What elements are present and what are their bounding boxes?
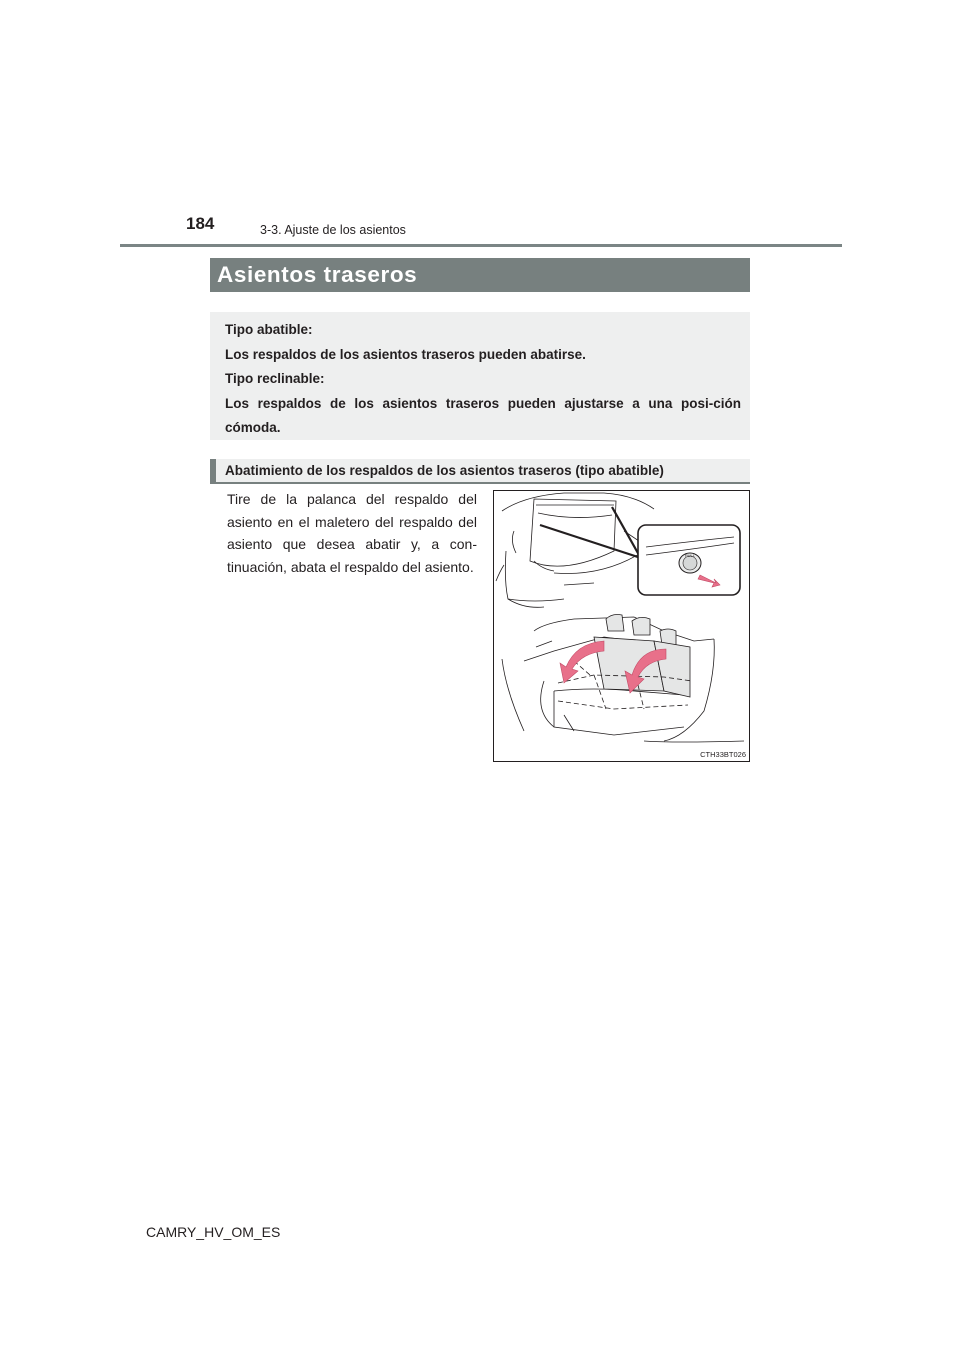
section-header: 3-3. Ajuste de los asientos bbox=[260, 223, 406, 237]
lever-label: PULL bbox=[685, 553, 696, 558]
subheading bbox=[210, 459, 750, 484]
info-line-type-folding: Tipo abatible: bbox=[225, 322, 313, 337]
header-rule bbox=[120, 244, 842, 247]
info-line-folding-desc: Los respaldos de los asientos traseros pueden abatirse. bbox=[225, 346, 586, 362]
seat-fold-illustration bbox=[493, 490, 750, 762]
info-line-type-reclining: Tipo reclinable: bbox=[225, 371, 325, 386]
figure-code: CTH33BT026 bbox=[700, 750, 746, 759]
info-line-reclining-desc: Los respaldos de los asientos traseros pueden ajustarse a una posi-ción cómoda. bbox=[225, 395, 741, 435]
page-number: 184 bbox=[186, 214, 215, 233]
illustration-drawing bbox=[494, 491, 751, 763]
info-box bbox=[210, 312, 750, 440]
body-paragraph: Tire de la palanca del respaldo del asiento en el maletero del respaldo del asiento que desea abatir y, a con-tinuación, abata el respaldo del asiento. bbox=[227, 491, 477, 575]
section-title-bar bbox=[210, 258, 750, 292]
footer-doc-code: CAMRY_HV_OM_ES bbox=[146, 1224, 281, 1240]
subheading-text: Abatimiento de los respaldos de los asientos traseros (tipo abatible) bbox=[225, 463, 664, 478]
page-title: Asientos traseros bbox=[217, 262, 418, 287]
